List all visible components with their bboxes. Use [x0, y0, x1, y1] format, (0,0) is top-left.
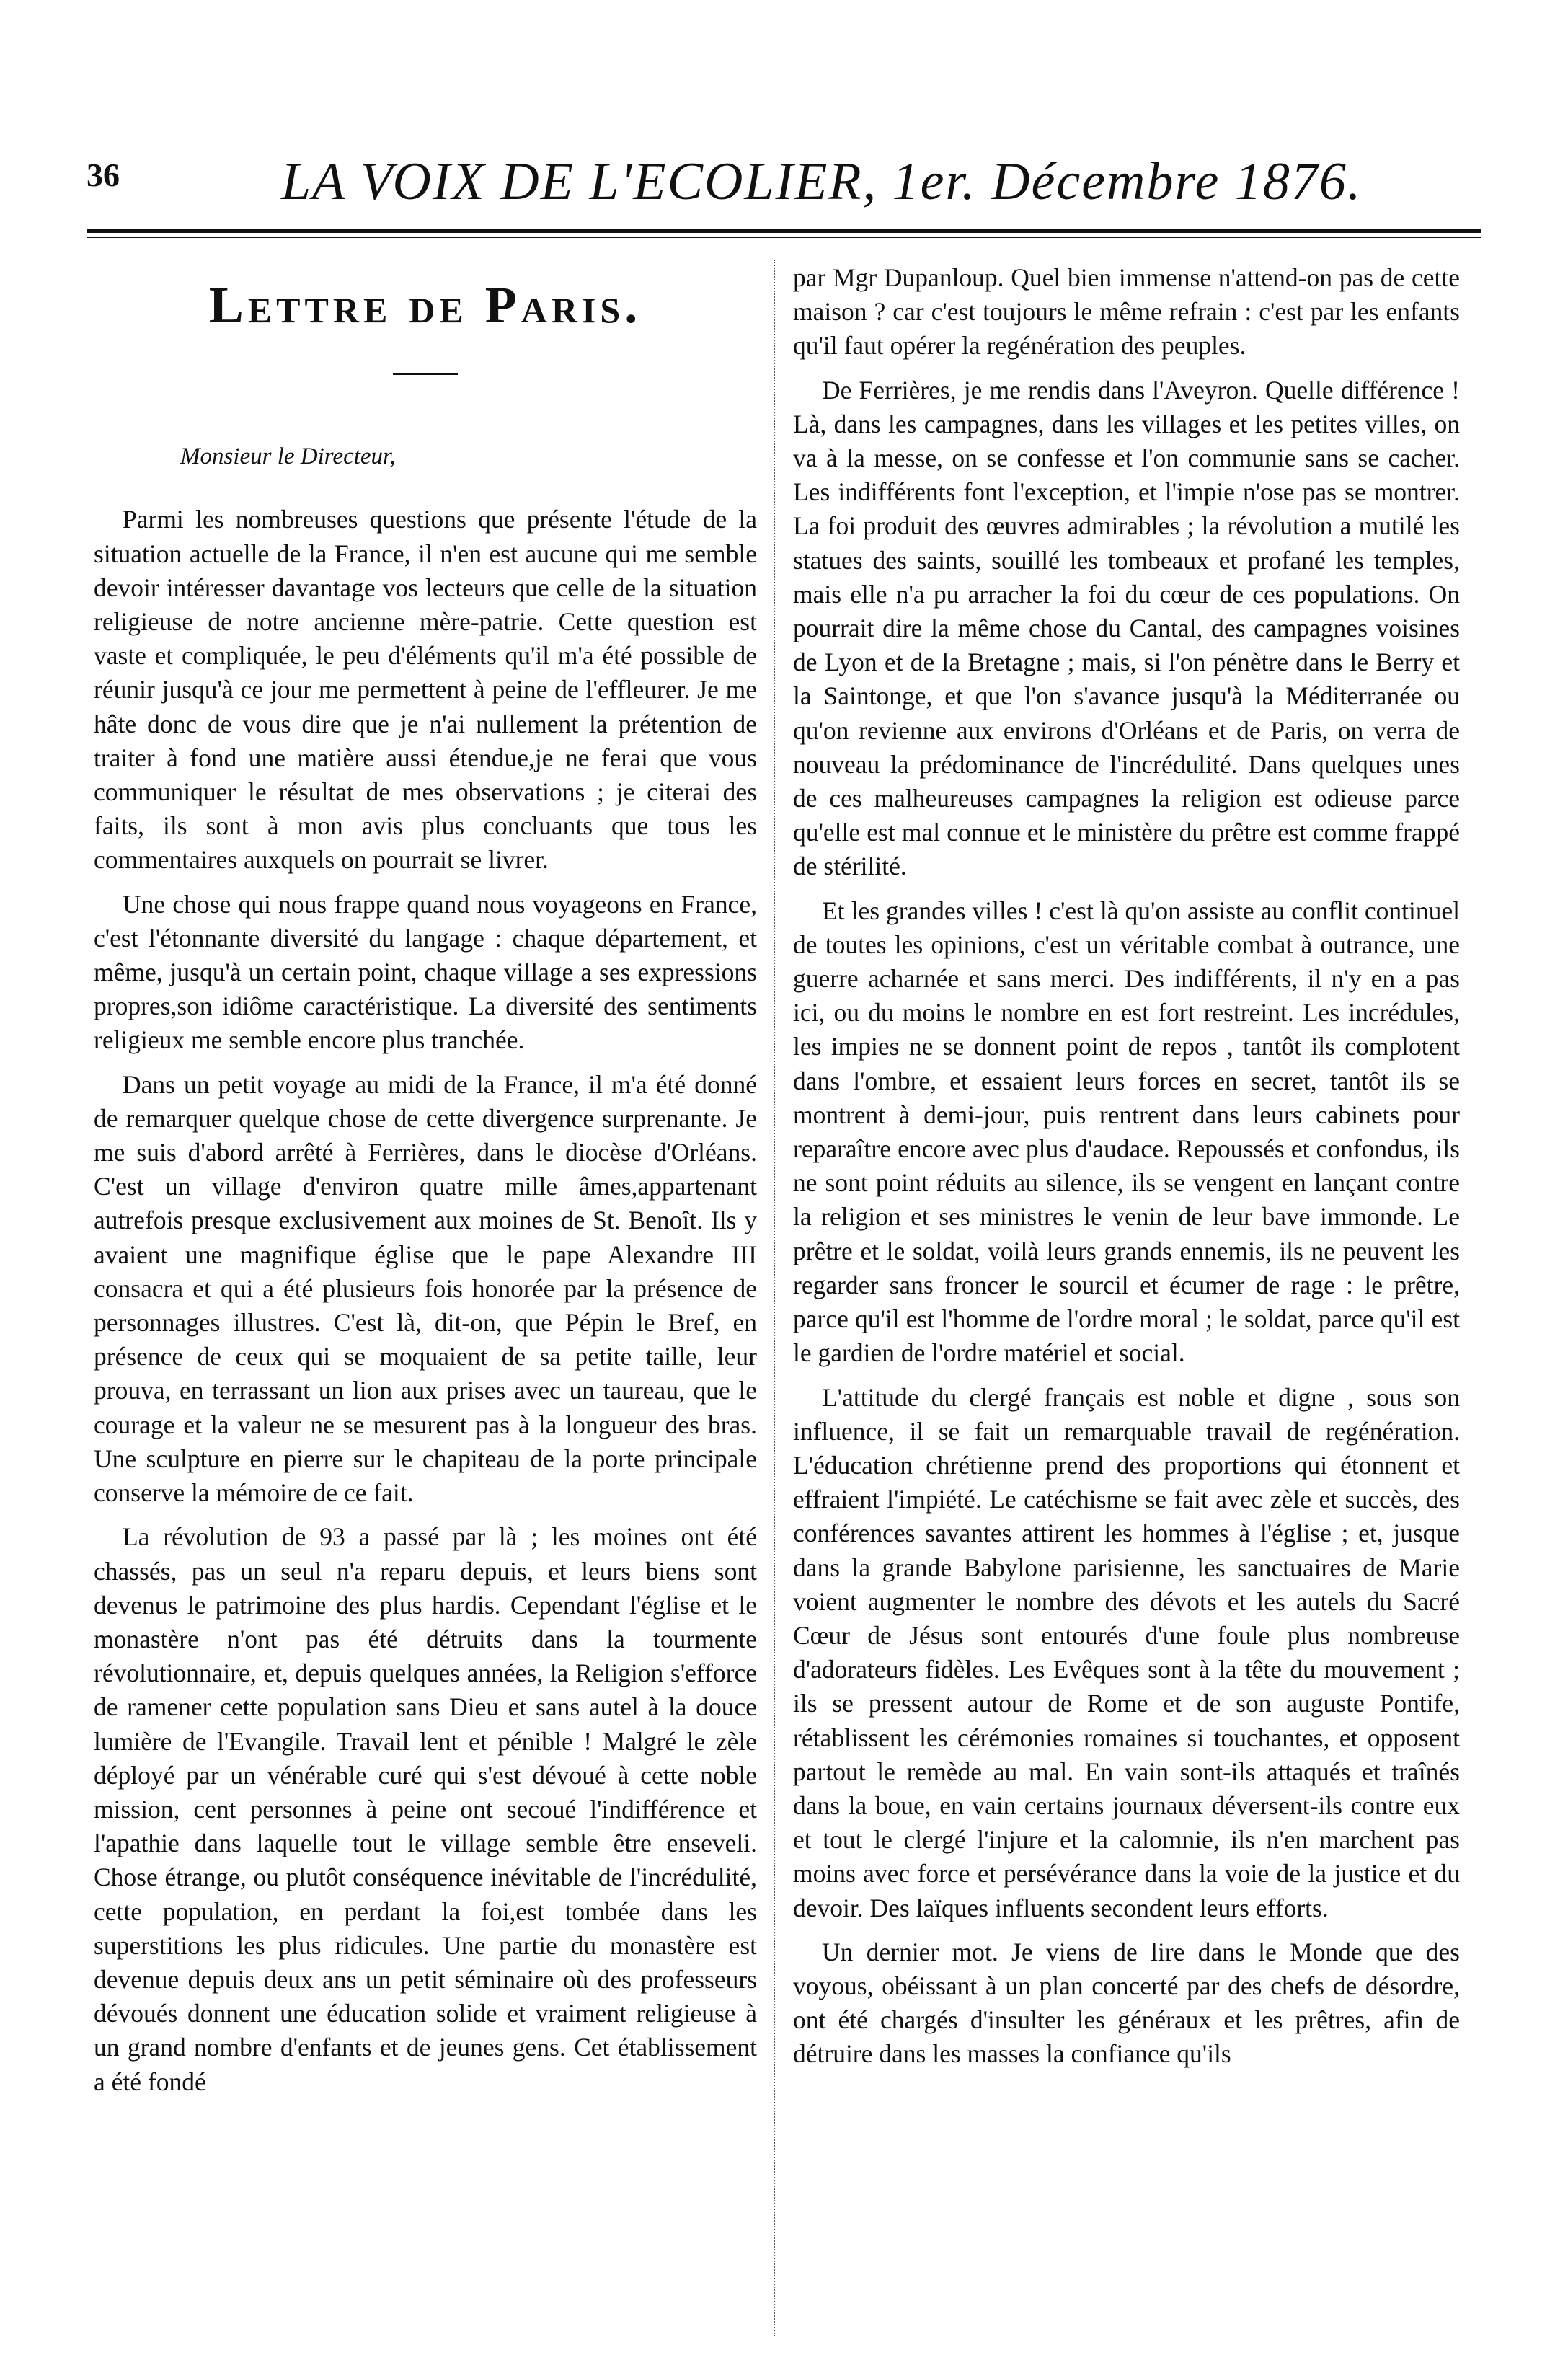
page-number: 36 — [87, 156, 120, 193]
paragraph: Dans un petit voyage au midi de la France, il m'a été donné de remarquer quelque chose de cette divergence surprenante. Je me suis d'abord arrêté à Ferrières, dans le diocèse d'Orléans. C'est un village d'environ quatre mille âmes,appartenant autrefois presque exclusivement aux moines de St. Benoît. Ils y avaient une magnifique église que le pape Alexandre III consacra et qui a été plusieurs fois honorée par la présence de personnages illustres. C'est là, dit-on, que Pépin le Bref, en présence de ceux qui se moquaient de sa petite taille, leur prouva, en terrassant un lion aux prises avec un taureau, que le courage et la valeur ne se mesurent pas à la longueur des bras. Une sculpture en pierre sur le chapiteau de la porte principale conserve la mémoire de ce fait. — [94, 1069, 757, 1508]
paragraph: L'attitude du clergé français est noble et digne , sous son influence, il se fait un remarquable travail de regénération. L'éducation chrétienne prend des proportions qui étonnent et effraient l'impiété. Le catéchisme se fait avec zèle et succès, des conférences savantes attirent les hommes à l'église ; et, jusque dans la grande Babylone parisienne, les sanctuaires de Marie voient augmenter le nombre des dévots et les autels du Sacré Cœur de Jésus sont entourés d'une foule plus nombreuse d'adorateurs fidèles. Les Evêques sont à la tête du mouvement ; ils se pressent autour de Rome et de son auguste Pontife, rétablissent les cérémonies romaines si touchantes, et opposent partout le remède au mal. En vain sont-ils attaqués et traînés dans la boue, en vain certains journaux déversent-ils contre eux et tout le clergé l'injure et la calomnie, ils n'en marchent pas moins avec force et persévérance dans la voie de la justice et du devoir. Des laïques influents secondent leurs efforts. — [793, 1382, 1460, 1922]
paragraph: Une chose qui nous frappe quand nous voyageons en France, c'est l'étonnante diversité du langage : chaque département, et même, jusqu'à un certain point, chaque village a ses expressions propres,son idiôme caractéristique. La diversité des sentiments religieux me semble encore plus tranchée. — [94, 889, 757, 1055]
paragraph: De Ferrières, je me rendis dans l'Aveyron. Quelle différence ! Là, dans les campagnes, dans les villages et les petites villes, on va à la messe, on se confesse et l'on communie sans se cacher. Les indifférents font l'exception, et l'impie n'ose pas se montrer. La foi produit des œuvres admirables ; la révolution a mutilé les statues des saints, souillé les tombeaux et profané les temples, mais elle n'a pu arracher la foi du cœur de ces populations. On pourrait dire la même chose du Cantal, des campagnes voisines de Lyon et de la Bretagne ; mais, si l'on pénètre dans le Berry et la Saintonge, et que l'on s'avance jusqu'à la Méditerranée ou qu'on revienne aux environs d'Orléans et de Paris, on verra de nouveau la prédominance de l'incrédulité. Dans quelques unes de ces malheureuses campagnes la religion est odieuse parce qu'elle est mal connue et le ministère du prêtre est comme frappé de stérilité. — [793, 375, 1460, 881]
column-divider — [774, 260, 775, 2336]
running-title: LA VOIX DE L'ECOLIER, 1er. Décembre 1876. — [281, 152, 1363, 211]
header-rule — [87, 229, 1481, 233]
title-rule — [393, 373, 458, 375]
paragraph: Un dernier mot. Je viens de lire dans le Monde que des voyous, obéissant à un plan concerté par des chefs de désordre, ont été chargés d'insulter les généraux et les prêtres, afin de détruire dans les masses la confiance qu'ils — [793, 1937, 1460, 2069]
left-column — [94, 260, 757, 2109]
paragraph: Et les grandes villes ! c'est là qu'on assiste au conflit continuel de toutes les opinions, c'est un véritable combat à outrance, une guerre acharnée et sans merci. Des indifférents, il n'y en a pas ici, ou du moins le nombre en est fort restreint. Les incrédules, les impies ne se donnent point de repos , tantôt ils complotent dans l'ombre, et essaient leurs forces en secret, tantôt ils se montrent à demi-jour, puis rentrent dans leurs cabinets pour reparaître encore avec plus d'audace. Repoussés et confondus, ils ne sont point réduits au silence, ils se vengent en lançant contre la religion et ses ministres le venin de leur bave immonde. Le prêtre et le soldat, voilà leurs grands ennemis, ils ne peuvent les regarder sans froncer le sourcil et écumer de rage : le prêtre, parce qu'il est l'homme de l'ordre moral ; le soldat, parce qu'il est le gardien de l'ordre matériel et social. — [793, 896, 1460, 1368]
paragraph-continued: par Mgr Dupanloup. Quel bien immense n'attend-on pas de cette maison ? car c'est toujours le même refrain : c'est par les enfants qu'il faut opérer la regénération des peuples. — [793, 263, 1460, 361]
right-column — [793, 261, 1460, 2082]
paragraph: La révolution de 93 a passé par là ; les moines ont été chassés, pas un seul n'a reparu depuis, et leurs biens sont devenus le patrimoine des plus hardis. Cependant l'église et le monastère n'ont pas été détruits dans la tourmente révolutionnaire, et, depuis quelques années, la Religion s'efforce de ramener cette population sans Dieu et sans autel à la douce lumière de l'Evangile. Travail lent et pénible ! Malgré le zèle déployé par un vénérable curé qui s'est dévoué à cette noble mission, cent personnes à peine ont secoué l'indifférence et l'apathie dans laquelle tout le village semble être enseveli. Chose étrange, ou plutôt conséquence inévitable de l'incrédulité, cette population, en perdant la foi,est tombée dans les superstitions les plus ridicules. Une partie du monastère est devenue depuis deux ans un petit séminaire où des professeurs dévoués donnent une éducation solide et vraiment religieuse à un grand nombre d'enfants et de jeunes gens. Cet établissement a été fondé — [94, 1522, 757, 2096]
article-title: Lettre de Paris. — [208, 276, 642, 334]
page-header — [87, 151, 1481, 238]
header-rule-thin — [87, 237, 1481, 238]
paragraph: Parmi les nombreuses questions que présente l'étude de la situation actuelle de la France, il n'en est aucune qui me semble devoir intéresser davantage vos lecteurs que celle de la situation religieuse de notre ancienne mère-patrie. Cette question est vaste et compliquée, le peu d'éléments qu'il m'a été possible de réunir jusqu'à ce jour me permettent à peine de l'effleurer. Je me hâte donc de vous dire que je n'ai nullement la prétention de traiter à fond une matière aussi étendue,je ne ferai que vous communiquer le résultat de mes observations ; je citerai des faits, ils sont à mon avis plus concluants que tous les commentaires auxquels on pourrait se livrer. — [94, 505, 757, 875]
salutation: Monsieur le Directeur, — [180, 443, 396, 470]
